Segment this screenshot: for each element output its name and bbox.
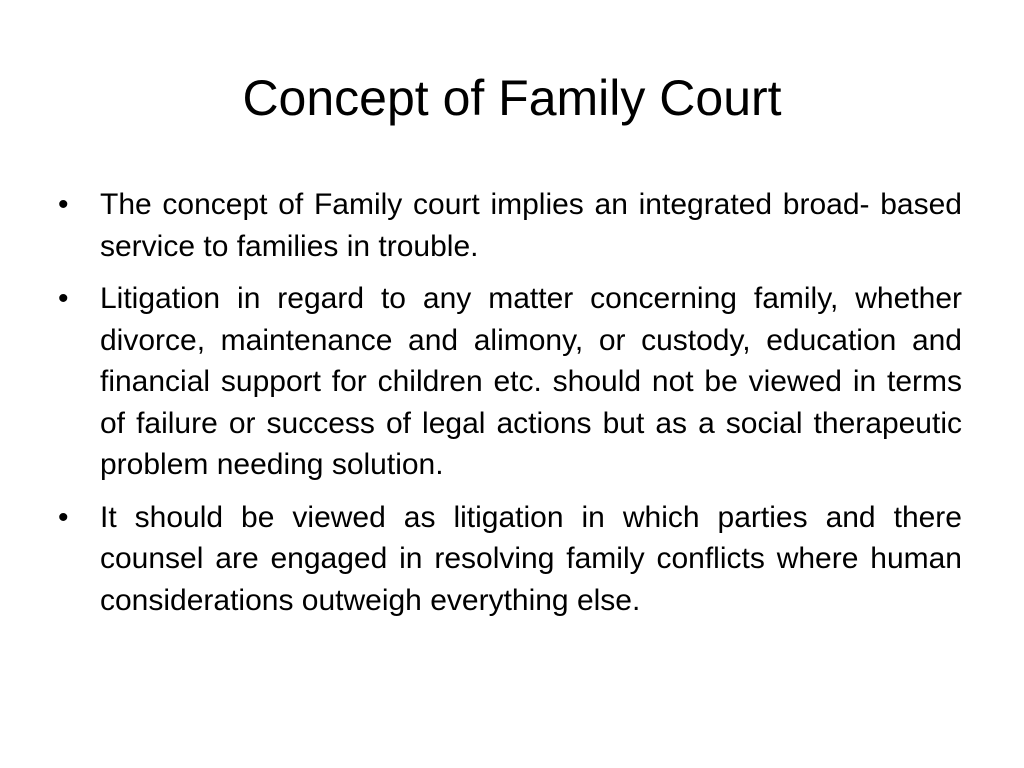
bullet-item [58, 184, 962, 267]
bullet-icon: • [58, 188, 69, 221]
slide-title: Concept of Family Court [242, 70, 782, 126]
bullet-icon: • [58, 500, 69, 534]
bullet-item [58, 497, 962, 622]
bullet-text: The concept of Family court implies an integrated broad- based service to families in trouble. [100, 188, 962, 263]
bullet-list [58, 184, 962, 632]
bullet-item [58, 278, 962, 486]
bullet-text: It should be viewed as litigation in which parties and there counsel are engaged in resolving family conflicts where human considerations outweigh everything else. [100, 500, 962, 617]
bullet-text: Litigation in regard to any matter concerning family, whether divorce, maintenance and alimony, or custody, education and financial support for children etc. should not be viewed in terms of failure or success of legal actions but as a social therapeutic problem needing solution. [100, 282, 962, 481]
bullet-icon: • [58, 282, 69, 315]
